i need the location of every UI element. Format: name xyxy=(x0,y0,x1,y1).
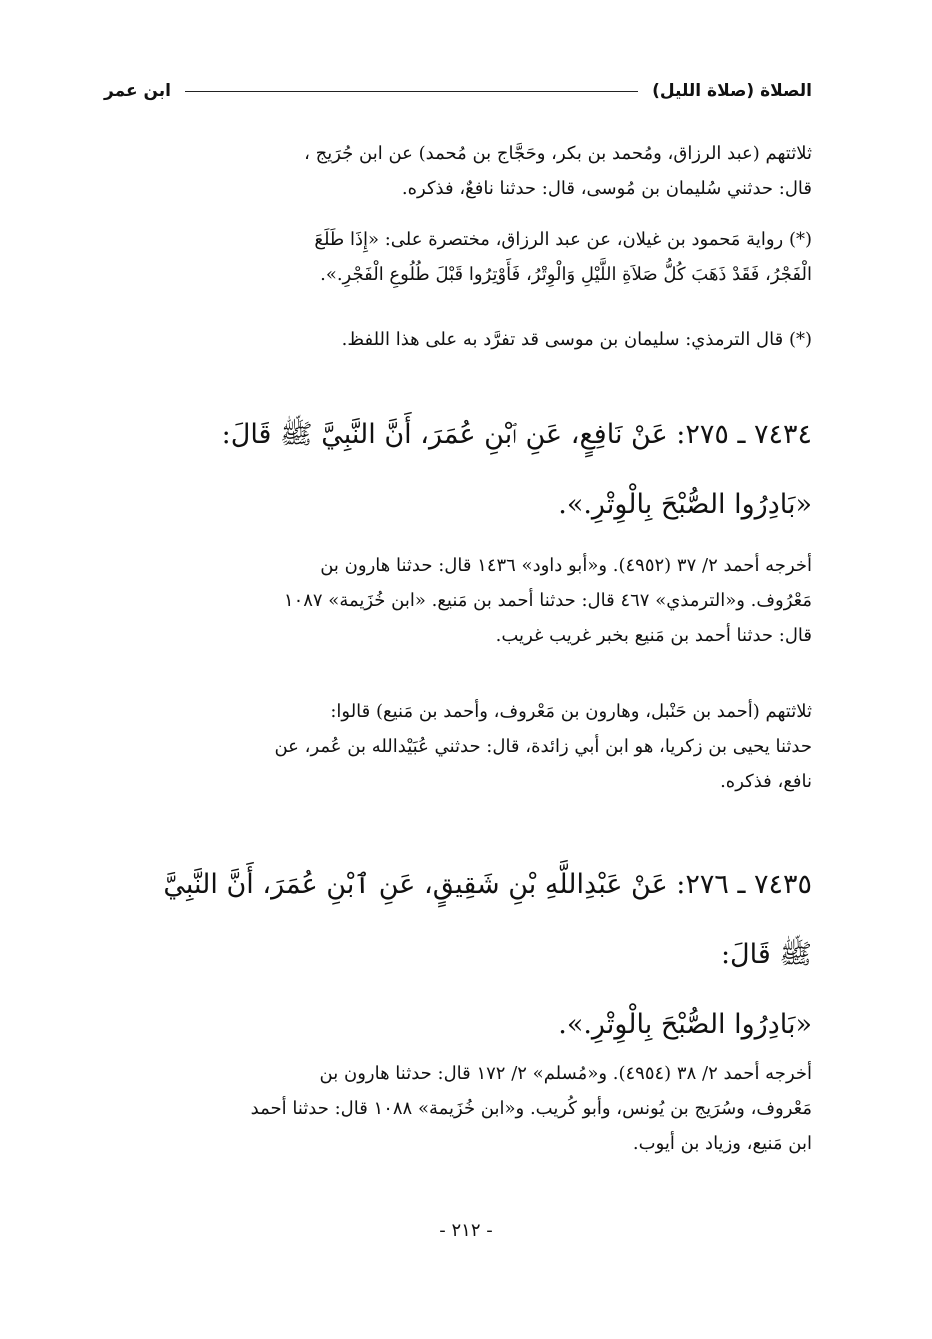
hadith-line: ﷺ قَالَ: xyxy=(720,939,812,970)
text-line: ثلاثتهم (أحمد بن حَنْبل، وهارون بن مَعْروف، وأحمد بن مَنيع) قالوا: xyxy=(330,701,812,722)
hadith-line: «بَادِرُوا الصُّبْحَ بِالْوِتْرِ.». xyxy=(558,1009,812,1040)
takhrij-paragraph-1 xyxy=(106,548,812,653)
running-header xyxy=(104,76,812,106)
hadith-7434 xyxy=(106,400,812,540)
text-line: (*) قال الترمذي: سليمان بن موسى قد تفرَّد به على هذا اللفظ. xyxy=(341,329,812,350)
hadith-line: ٧٤٣٤ ـ ٢٧٥: عَنْ نَافِعٍ، عَنِ ٱبْنِ عُمَرَ، أَنَّ النَّبِيَّ ﷺ قَالَ: xyxy=(221,419,812,450)
hadith-line: ٧٤٣٥ ـ ٢٧٦: عَنْ عَبْدِاللَّهِ بْنِ شَقِيقٍ، عَنِ ٱبْنِ عُمَرَ، أَنَّ النَّبِيَّ xyxy=(163,869,812,900)
text-line: أخرجه أحمد ٢/ ٣٧ (٤٩٥٢). و«أبو داود» ١٤٣٦ قال: حدثنا هارون بن xyxy=(320,555,812,576)
header-chapter-title: الصلاة (صلاة الليل) xyxy=(652,81,812,101)
chain-paragraph-1 xyxy=(106,136,812,206)
page-number: - ٢١٢ - xyxy=(439,1220,493,1241)
note-paragraph-1 xyxy=(106,222,812,292)
header-narrator: ابن عمر xyxy=(104,81,172,101)
text-line: قال: حدثنا أحمد بن مَنيع بخبر غريب غريب. xyxy=(495,625,812,646)
header-rule xyxy=(185,91,638,92)
text-line: نافع، فذكره. xyxy=(720,771,812,792)
text-line: قال: حدثني سُليمان بن مُوسى، قال: حدثنا نافعٌ، فذكره. xyxy=(401,178,812,199)
hadith-7435 xyxy=(106,850,812,1060)
text-line: مَعْروف، وسُرَيج بن يُونس، وأبو كُريب. و«ابن خُزَيمة» ١٠٨٨ قال: حدثنا أحمد xyxy=(250,1098,812,1119)
text-line: أخرجه أحمد ٢/ ٣٨ (٤٩٥٤). و«مُسلم» ٢/ ١٧٢ قال: حدثنا هارون بن xyxy=(319,1063,812,1084)
text-line: ابن مَنيع، وزياد بن أيوب. xyxy=(632,1133,812,1154)
text-line: الْفَجْرُ، فَقَدْ ذَهَبَ كُلُّ صَلاَةِ اللَّيْلِ وَالْوِتْرُ، فَأَوْتِرُوا قَبْلَ طُلُوعِ الْفَجْرِ.». xyxy=(320,264,812,285)
text-line: (*) رواية مَحمود بن غيلان، عن عبد الرزاق، مختصرة على: «إِذَا طَلَعَ xyxy=(314,229,812,250)
text-line: ثلاثتهم (عبد الرزاق، ومُحمد بن بكر، وحَجَّاج بن مُحمد) عن ابن جُرَيج ، xyxy=(304,143,812,164)
chain-paragraph-2 xyxy=(106,694,812,799)
takhrij-paragraph-2 xyxy=(106,1056,812,1161)
hadith-line: «بَادِرُوا الصُّبْحَ بِالْوِتْرِ.». xyxy=(558,489,812,520)
text-line: حدثنا يحيى بن زكريا، هو ابن أبي زائدة، قال: حدثني عُبَيْدالله بن عُمر، عن xyxy=(274,736,812,757)
text-line: مَعْرُوف. و«الترمذي» ٤٦٧ قال: حدثنا أحمد بن مَنيع. «ابن خُزَيمة» ١٠٨٧ xyxy=(283,590,812,611)
note-paragraph-2 xyxy=(106,322,812,357)
